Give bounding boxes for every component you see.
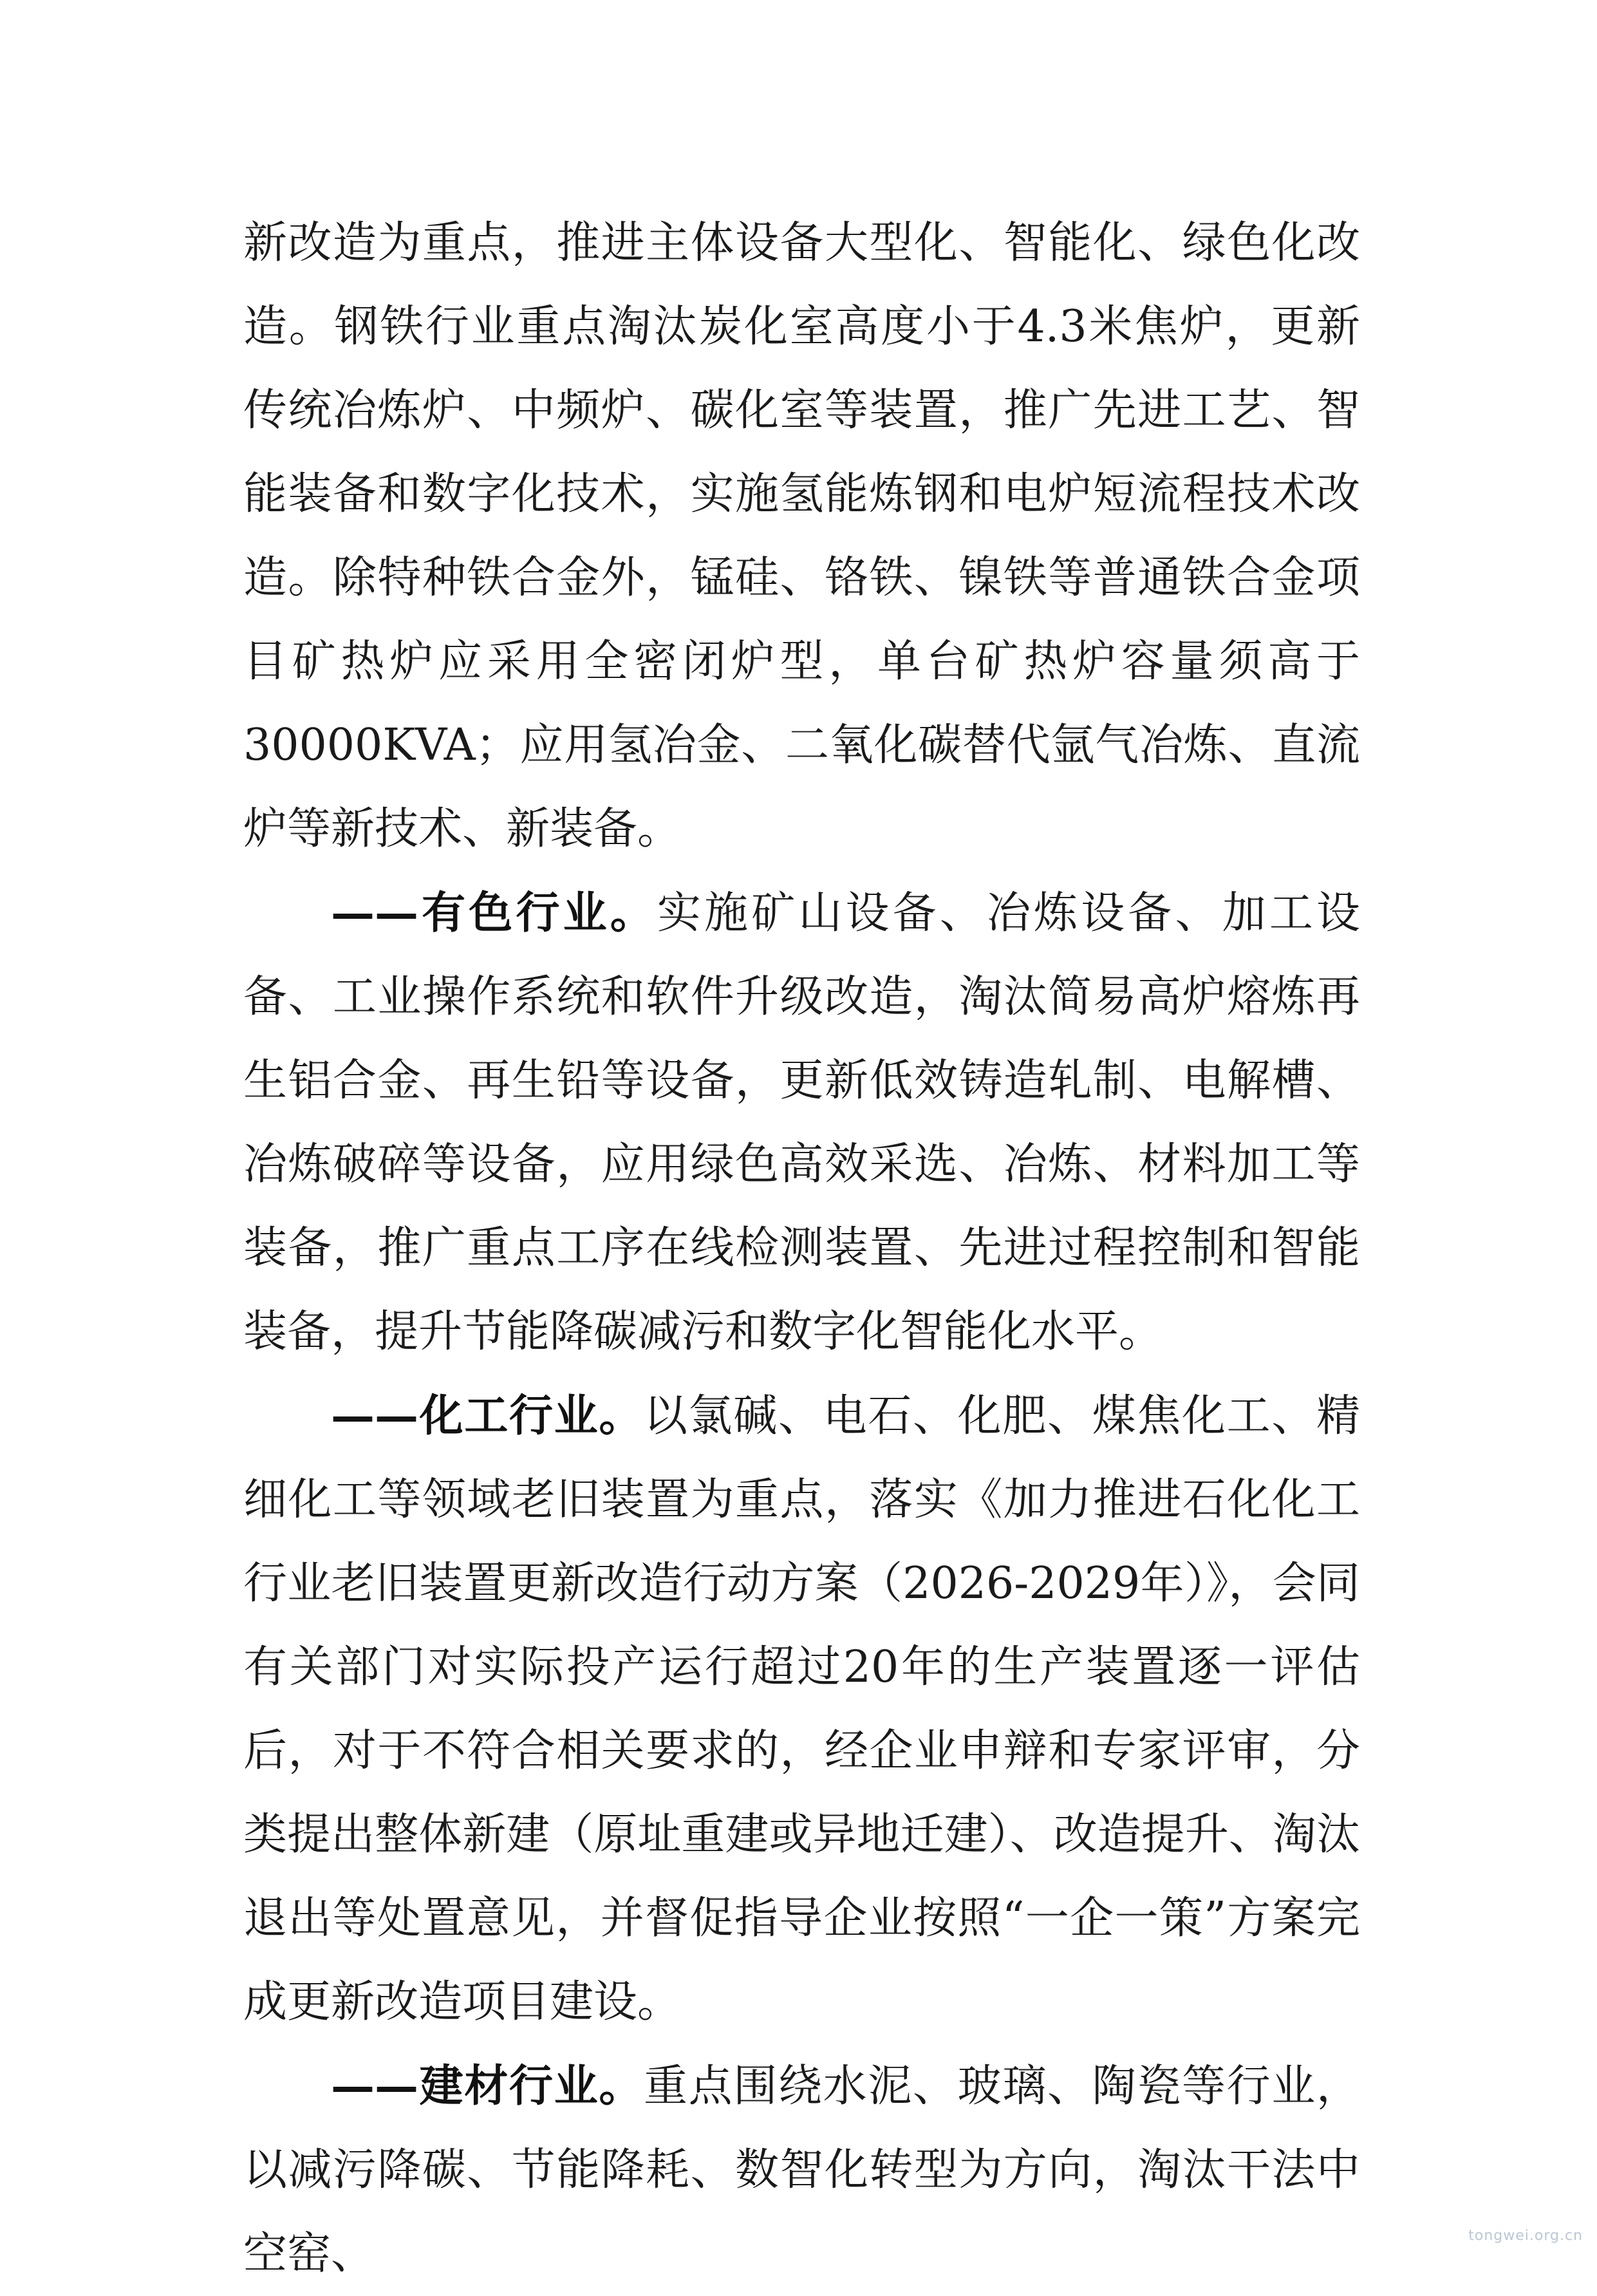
paragraph-chemical	[243, 1374, 1360, 2044]
source-watermark: tongwei.org.cn	[1468, 2228, 1583, 2244]
paragraph-nonferrous	[243, 871, 1360, 1374]
document-body	[243, 201, 1360, 2296]
paragraph-steel	[243, 201, 1360, 871]
paragraph-text: 新改造为重点，推进主体设备大型化、智能化、绿色化改造。钢铁行业重点淘汰炭化室高度小于4.3米焦炉，更新传统冶炼炉、中频炉、碳化室等装置，推广先进工艺、智能装备和数字化技术，实施氢能炼钢和电炉短流程技术改造。除特种铁合金外，锰硅、铬铁、镍铁等普通铁合金项目矿热炉应采用全密闭炉型，单台矿热炉容量须高于30000KVA；应用氢冶金、二氧化碳替代氩气冶炼、直流炉等新技术、新装备。	[243, 218, 1360, 854]
paragraph-building-materials	[243, 2044, 1360, 2296]
paragraph-text-chemical: 以氯碱、电石、化肥、煤焦化工、精细化工等领域老旧装置为重点，落实《加力推进石化化工行业老旧装置更新改造行动方案（2026-2029年）》，会同有关部门对实际投产运行超过20年的生产装置逐一评估后，对于不符合相关要求的，经企业申辩和专家评审，分类提出整体新建（原址重建或异地迁建）、改造提升、淘汰退出等处置意见，并督促指导企业按照“一企一策”方案完成更新改造项目建设。	[243, 1391, 1360, 2028]
paragraph-lead-nonferrous: ——有色行业。	[331, 887, 657, 939]
paragraph-lead-chemical: ——化工行业。	[331, 1390, 644, 1442]
paragraph-lead-building-materials: ——建材行业。	[331, 2060, 644, 2112]
paragraph-text-building-materials: 重点围绕水泥、玻璃、陶瓷等行业，以减污降碳、节能降耗、数智化转型为方向，淘汰干法中空窑、	[243, 2061, 1360, 2279]
paragraph-text-nonferrous: 实施矿山设备、冶炼设备、加工设备、工业操作系统和软件升级改造，淘汰简易高炉熔炼再生铝合金、再生铅等设备，更新低效铸造轧制、电解槽、冶炼破碎等设备，应用绿色高效采选、冶炼、材料加工等装备，推广重点工序在线检测装置、先进过程控制和智能装备，提升节能降碳减污和数字化智能化水平。	[243, 888, 1360, 1357]
